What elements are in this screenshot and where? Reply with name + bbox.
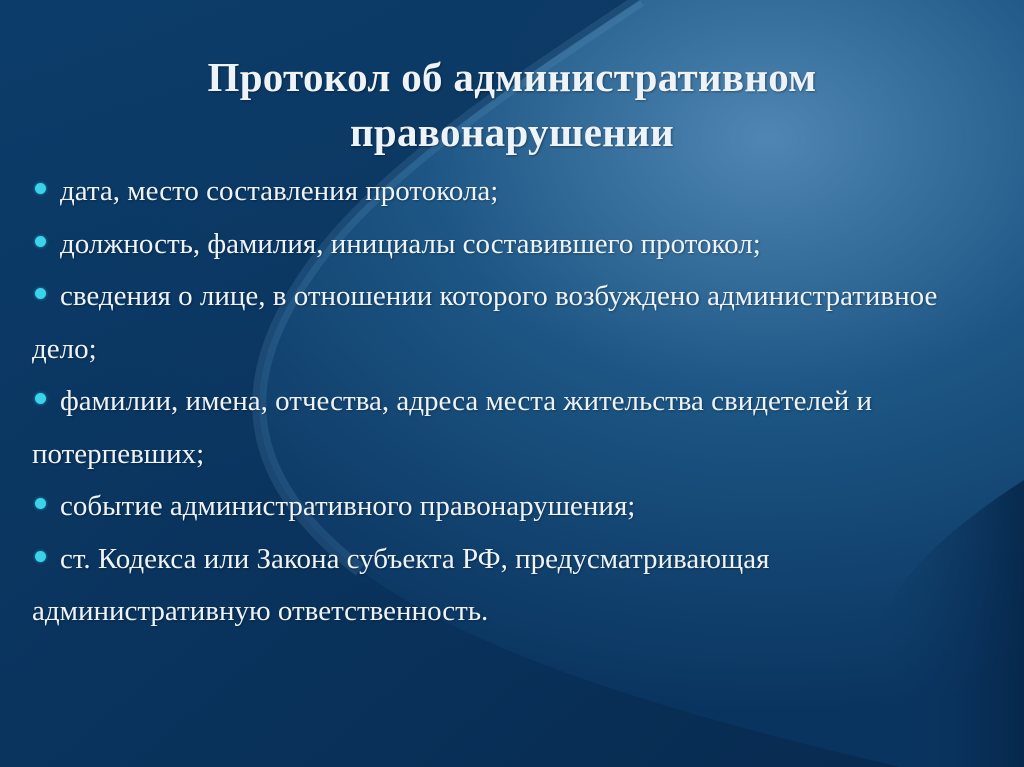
- bullet-icon: [35, 288, 46, 299]
- list-item-text: ст. Кодекса или Закона субъекта РФ, предусматривающая административную ответственность.: [32, 542, 770, 627]
- list-item-text: дата, место составления протокола;: [60, 175, 499, 207]
- bullet-list: [32, 165, 992, 638]
- list-item: [32, 218, 992, 271]
- list-item-text: фамилии, имена, отчества, адреса места жительства свидетелей и потерпевших;: [32, 385, 873, 470]
- bullet-icon: [35, 183, 46, 194]
- bullet-icon: [35, 498, 46, 509]
- slide-title: Протокол об административном правонарушении: [207, 54, 817, 155]
- list-item: [32, 375, 992, 480]
- list-item-text: сведения о лице, в отношении которого возбуждено административное дело;: [32, 280, 938, 365]
- list-item: [32, 533, 992, 638]
- list-item-text: должность, фамилия, инициалы составившего протокол;: [60, 227, 761, 260]
- list-item-text: событие административного правонарушения;: [60, 490, 636, 522]
- list-item: [32, 270, 992, 375]
- bullet-icon: [35, 393, 46, 404]
- bullet-icon: [35, 236, 46, 247]
- bullet-icon: [35, 551, 46, 562]
- list-item: [32, 480, 992, 533]
- list-item: [32, 165, 992, 218]
